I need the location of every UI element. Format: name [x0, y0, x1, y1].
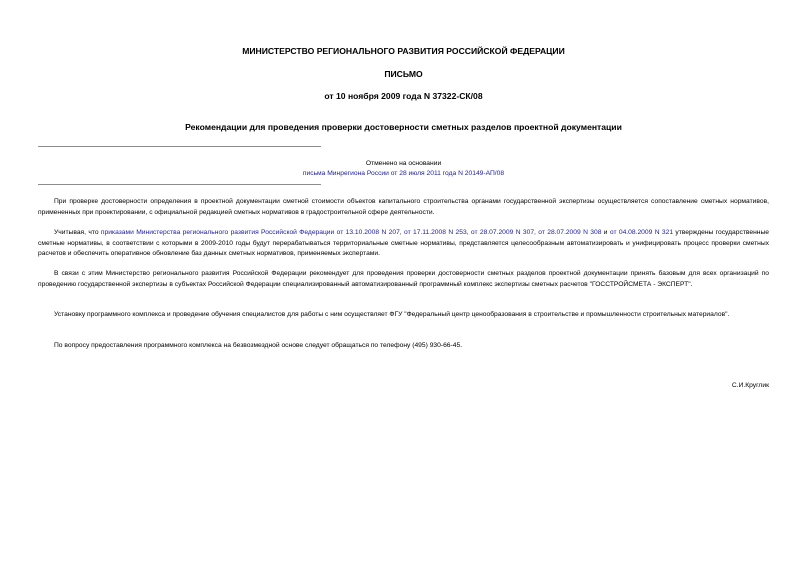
paragraph-3: В связи с этим Министерство регионального развития Российской Федерации рекомендует для проведения проверки достоверности сметных разделов проектной документации принять базовым для всех организаций по проведению государственной экспертизы в субъектах Российской Федерации специализированный автоматизированный программный комплекс экспертизы сметных расчетов "ГОССТРОЙСМЕТА - ЭКСПЕРТ".	[38, 270, 769, 288]
paragraph-2	[38, 228, 769, 260]
paragraph-5: По вопросу предоставления программного комплекса на безвозмездной основе следует обращаться по телефону (495) 930-66-45.	[54, 342, 463, 349]
ministry-heading: МИНИСТЕРСТВО РЕГИОНАЛЬНОГО РАЗВИТИЯ РОССИЙСКОЙ ФЕДЕРАЦИИ	[242, 46, 565, 56]
notice-bottom-divider	[38, 184, 321, 185]
orders-link[interactable]: приказами Министерства регионального развития Российской Федерации от 13.10.2008 N 207, от 17.11.2008 N 253, от 28.07.2009 N 307, от 28.07.2009 N 308	[100, 229, 602, 236]
paragraph-1: При проверке достоверности определения в проектной документации сметной стоимости объектов капитального строительства органами государственной экспертизы осуществляется сопоставление сметных нормативов, примененных при проектировании, с официальной редакцией сметных нормативов в градостроительной сфере деятельности.	[38, 198, 769, 216]
paragraph-2-conjunction: и	[601, 229, 610, 236]
cancellation-notice	[38, 159, 769, 179]
document-type: ПИСЬМО	[384, 69, 423, 79]
cancellation-notice-link[interactable]: письма Минрегиона России от 28 июля 2011 года N 20149-АП/08	[302, 170, 505, 177]
paragraph-2-intro: Учитывая, что	[54, 229, 101, 236]
cancellation-notice-text: Отменено на основании	[365, 160, 442, 167]
paragraph-4: Установку программного комплекса и проведение обучения специалистов для работы с ним осуществляет ФГУ "Федеральный центр ценообразования в строительстве и промышленности строительных материалов".	[54, 311, 730, 318]
document-date-number: от 10 ноября 2009 года N 37322-СК/08	[324, 91, 483, 101]
paragraph-2-rest: утверждены государственные сметные нормативы, в соответствии с которыми в 2009-2010 годы будут перерабатываться территориальные сметные нормативы, представляется целесообразным автоматизировать и унифицировать процесс проверки сметных расчетов и обеспечить оперативное обновление баз данных сметных нормативов, применяемых экспертами.	[38, 229, 770, 258]
notice-top-divider	[38, 146, 321, 147]
signature: С.И.Круглик	[731, 382, 769, 389]
order-321-link[interactable]: от 04.08.2009 N 321	[609, 229, 674, 236]
document-title: Рекомендации для проведения проверки достоверности сметных разделов проектной документации	[185, 122, 622, 132]
